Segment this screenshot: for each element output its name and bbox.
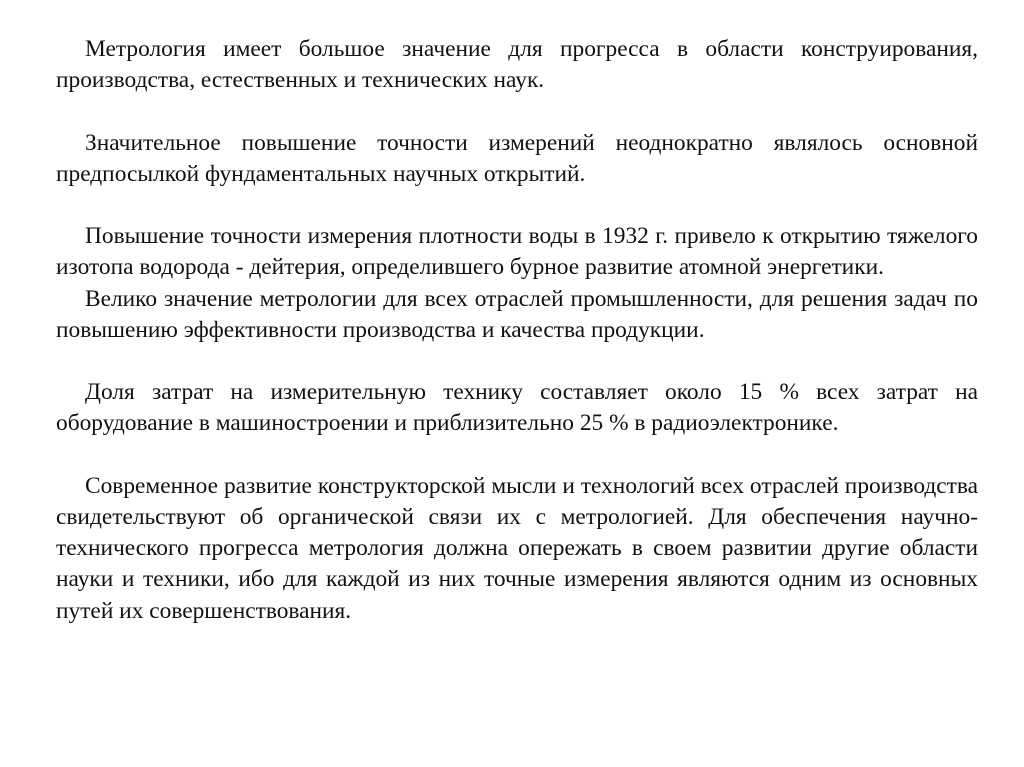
- paragraph-cost-share: Доля затрат на измерительную технику составляет около 15 % всех затрат на оборудование в машиностроении и приблизительно 25 % в радиоэлектронике.: [56, 379, 978, 437]
- paragraph-metrology-importance: Метрология имеет большое значение для прогресса в области конструирования, производства, естественных и технических наук.: [56, 36, 978, 94]
- document-body: [56, 34, 978, 627]
- paragraph-modern-development: Современное развитие конструкторской мысли и технологий всех отраслей производства свидетельствуют об органической связи их с метрологией. Для обеспечения научно-технического прогресса метрология должна опережать в своем развитии другие области науки и техники, ибо для каждой из них точные измерения являются одним из основных путей их совершенствования.: [56, 472, 978, 624]
- paragraph-measurement-accuracy: Значительное повышение точности измерений неоднократно являлось основной предпосылкой фундаментальных научных открытий.: [56, 129, 978, 187]
- paragraph-industry-significance: Велико значение метрологии для всех отраслей промышленности, для решения задач по повышению эффективности производства и качества продукции.: [56, 285, 978, 343]
- paragraph-water-density-1932: Повышение точности измерения плотности воды в 1932 г. привело к открытию тяжелого изотопа водорода - дейтерия, определившего бурное развитие атомной энергетики.: [56, 223, 978, 281]
